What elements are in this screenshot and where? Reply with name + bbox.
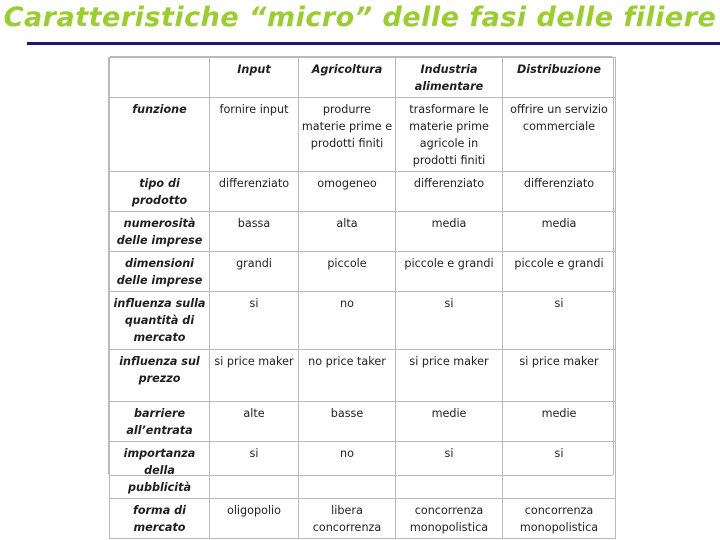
row-label: influenza sul prezzo <box>110 350 210 402</box>
header-input: Input <box>210 58 299 98</box>
table-cell: media <box>396 212 503 252</box>
table-cell: differenziato <box>396 172 503 212</box>
table-cell: media <box>503 212 616 252</box>
table-row <box>110 212 616 252</box>
table-cell: differenziato <box>210 172 299 212</box>
table-cell: si <box>396 442 503 499</box>
row-label: influenza sulla quantità di mercato <box>110 292 210 350</box>
table-row <box>110 402 616 442</box>
table-cell: oligopolio <box>210 499 299 539</box>
row-label: tipo di prodotto <box>110 172 210 212</box>
row-label: importanza della pubblicità <box>110 442 210 499</box>
table-cell: medie <box>396 402 503 442</box>
table-cell: no <box>299 292 396 350</box>
table-cell: differenziato <box>503 172 616 212</box>
table-cell: si <box>503 292 616 350</box>
table-cell: piccole e grandi <box>503 252 616 292</box>
table-row <box>110 172 616 212</box>
table-cell: si <box>396 292 503 350</box>
row-label: barriere all’entrata <box>110 402 210 442</box>
table-cell: medie <box>503 402 616 442</box>
table-row <box>110 292 616 350</box>
table-cell: grandi <box>210 252 299 292</box>
comparison-table <box>109 57 616 539</box>
table-row <box>110 252 616 292</box>
table-cell: alte <box>210 402 299 442</box>
table-cell: piccole e grandi <box>396 252 503 292</box>
table-cell: si price maker <box>503 350 616 402</box>
table-cell: no <box>299 442 396 499</box>
table-header-row <box>110 58 616 98</box>
table-cell: si price maker <box>210 350 299 402</box>
table-row <box>110 499 616 539</box>
table-row <box>110 350 616 402</box>
table-cell: piccole <box>299 252 396 292</box>
table-cell: bassa <box>210 212 299 252</box>
table-cell: si <box>210 292 299 350</box>
table-cell: no price taker <box>299 350 396 402</box>
table-cell: basse <box>299 402 396 442</box>
slide-title: Caratteristiche “micro” delle fasi delle filiere <box>3 2 717 33</box>
header-industria-alimentare: Industria alimentare <box>396 58 503 98</box>
table-cell: omogeneo <box>299 172 396 212</box>
header-agricoltura: Agricoltura <box>299 58 396 98</box>
table-cell: fornire input <box>210 98 299 172</box>
table-cell: trasformare le materie prime agricole in prodotti finiti <box>396 98 503 172</box>
table-cell: produrre materie prime e prodotti finiti <box>299 98 396 172</box>
table-cell: concorrenza monopolistica <box>396 499 503 539</box>
table-cell: si price maker <box>396 350 503 402</box>
table-row <box>110 98 616 172</box>
title-underline <box>27 42 720 45</box>
table-cell: si <box>210 442 299 499</box>
header-distribuzione: Distribuzione <box>503 58 616 98</box>
row-label: funzione <box>110 98 210 172</box>
row-label: numerosità delle imprese <box>110 212 210 252</box>
table-cell: offrire un servizio commerciale <box>503 98 616 172</box>
comparison-table-frame <box>108 56 614 534</box>
table-cell: libera concorrenza <box>299 499 396 539</box>
header-corner <box>110 58 210 98</box>
table-cell: si <box>503 442 616 499</box>
table-row <box>110 442 616 499</box>
row-label: forma di mercato <box>110 499 210 539</box>
table-cell: concorrenza monopolistica <box>503 499 616 539</box>
table-cell: alta <box>299 212 396 252</box>
row-label: dimensioni delle imprese <box>110 252 210 292</box>
